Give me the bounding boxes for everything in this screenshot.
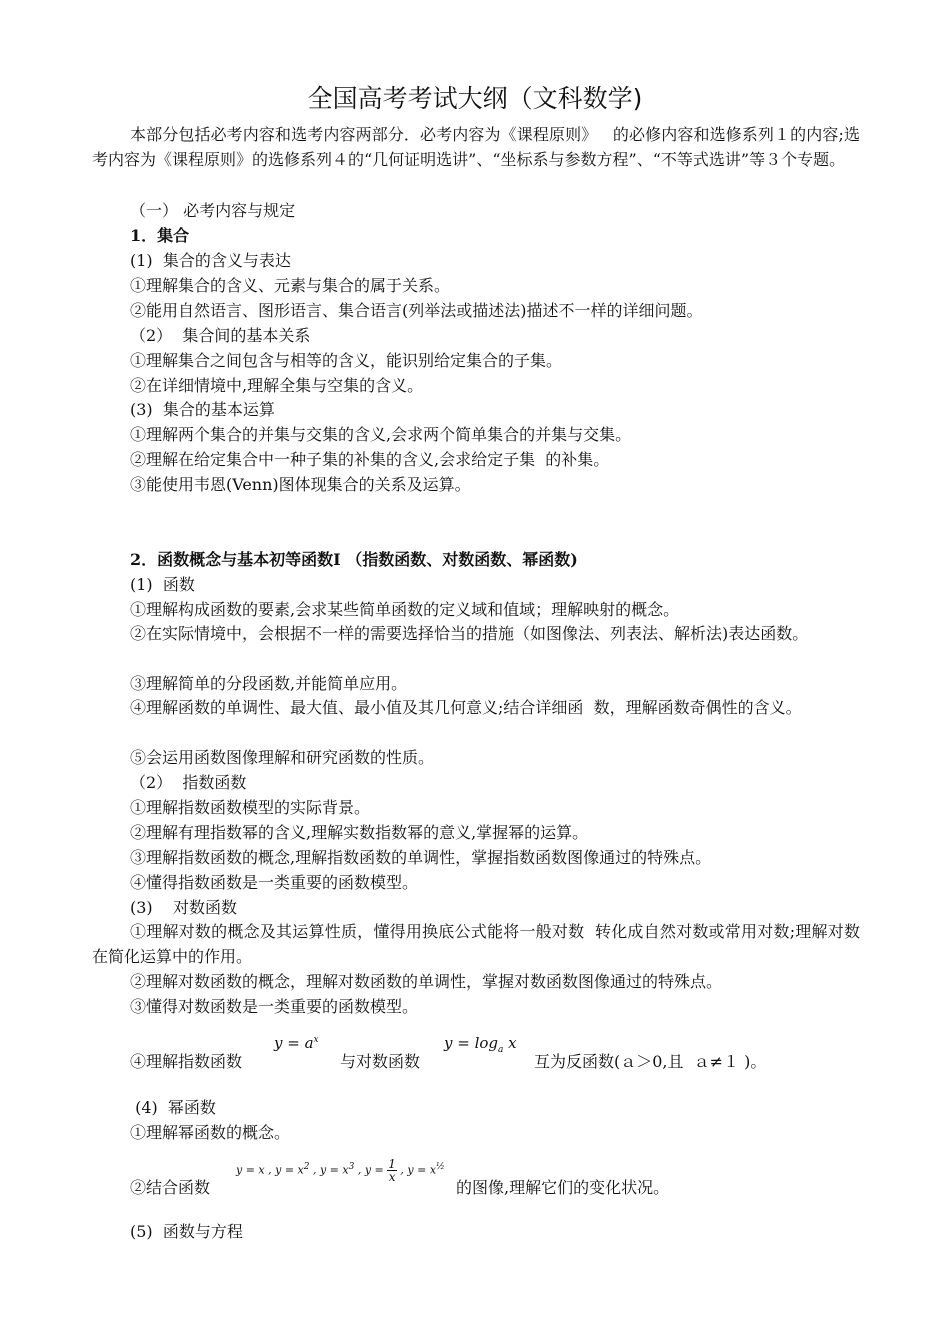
list-item: (3) 对数函数 xyxy=(130,898,238,917)
list-item: ⑤会运用函数图像理解和研究函数的性质。 xyxy=(130,748,435,767)
list-item: ④懂得指数函数是一类重要的函数模型。 xyxy=(130,873,419,892)
list-item-text: ②结合函数 xyxy=(130,1178,211,1197)
list-item: ③理解简单的分段函数,并能简单应用。 xyxy=(130,674,408,693)
section-required-heading: （一） 必考内容与规定 xyxy=(130,201,296,220)
list-item-text: 的图像,理解它们的变化状况。 xyxy=(456,1178,670,1197)
formula-exponential: $y = a^x$ xyxy=(274,1034,319,1052)
list-item: ①理解集合之间包含与相等的含义，能识别给定集合的子集。 xyxy=(130,351,563,370)
list-item: （2） 集合间的基本关系 xyxy=(130,326,311,345)
list-item: ④理解函数的单调性、最大值、最小值及其几何意义;结合详细函 数，理解函数奇偶性的含义。 xyxy=(130,698,802,717)
list-item: (1) 函数 xyxy=(130,575,195,594)
heading-functions: 2．函数概念与基本初等函数Ⅰ （指数函数、对数函数、幂函数) xyxy=(130,550,578,569)
list-item: ③懂得对数函数是一类重要的函数模型。 xyxy=(130,997,419,1016)
list-item: ③理解指数函数的概念,理解指数函数的单调性，掌握指数函数图像通过的特殊点。 xyxy=(130,848,712,867)
heading-sets: 1．集合 xyxy=(130,226,190,245)
formula-logarithm: $y = \log_a x$ xyxy=(444,1034,517,1055)
list-item: ①理解集合的含义、元素与集合的属于关系。 xyxy=(130,276,451,295)
list-item: ②在详细情境中,理解全集与空集的含义。 xyxy=(130,376,424,395)
formula-power-functions: y = x , $y = x^2$ , $y = x^3$ , y = $\frac{1}{x}$ , $y = x^{\frac{1}{2}}$ xyxy=(236,1157,445,1184)
list-item: ③能使用韦恩(Venn)图体现集合的关系及运算。 xyxy=(130,475,471,494)
document-title: 全国高考考试大纲（文科数学) xyxy=(307,84,643,113)
list-item: ②理解在给定集合中一种子集的补集的含义,会求给定子集 的补集。 xyxy=(130,450,610,469)
intro-paragraph: 本部分包括必考内容和选考内容两部分．必考内容为《课程原则》 的必修内容和选修系列１的内容;选考内容为《课程原则》的选修系列４的“几何证明选讲”、“坐标系与参数方程”、“不等式选讲”等３个专题。 xyxy=(92,125,860,169)
list-item: （2） 指数函数 xyxy=(130,773,247,792)
list-item-text: 与对数函数 xyxy=(340,1052,421,1071)
list-item: (4) 幂函数 xyxy=(130,1098,216,1117)
list-item-text: ④理解指数函数 xyxy=(130,1052,243,1071)
list-item: ②能用自然语言、图形语言、集合语言(列举法或描述法)描述不一样的详细问题。 xyxy=(130,301,703,320)
list-item: ①理解幂函数的概念。 xyxy=(130,1123,291,1142)
list-item: (3) 集合的基本运算 xyxy=(130,400,275,419)
list-item: ②在实际情境中，会根据不一样的需要选择恰当的措施（如图像法、列表法、解析法)表达函数。 xyxy=(130,624,809,643)
list-item: (1) 集合的含义与表达 xyxy=(130,251,291,270)
list-item: ①理解构成函数的要素,会求某些简单函数的定义域和值域；理解映射的概念。 xyxy=(130,600,680,619)
list-item: (5) 函数与方程 xyxy=(130,1222,243,1241)
list-item: ②理解对数函数的概念，理解对数函数的单调性，掌握对数函数图像通过的特殊点。 xyxy=(130,972,723,991)
list-item-text: 互为反函数(ａ＞0,且 ａ≠１ )。 xyxy=(534,1052,767,1071)
list-item: ①理解两个集合的并集与交集的含义,会求两个简单集合的并集与交集。 xyxy=(130,425,632,444)
list-item: ①理解指数函数模型的实际背景。 xyxy=(130,798,371,817)
list-item: ②理解有理指数幂的含义,理解实数指数幂的意义,掌握幂的运算。 xyxy=(130,823,589,842)
list-item: ①理解对数的概念及其运算性质，懂得用换底公式能将一般对数 转化成自然对数或常用对数;理解对数在简化运算中的作用。 xyxy=(92,922,860,966)
